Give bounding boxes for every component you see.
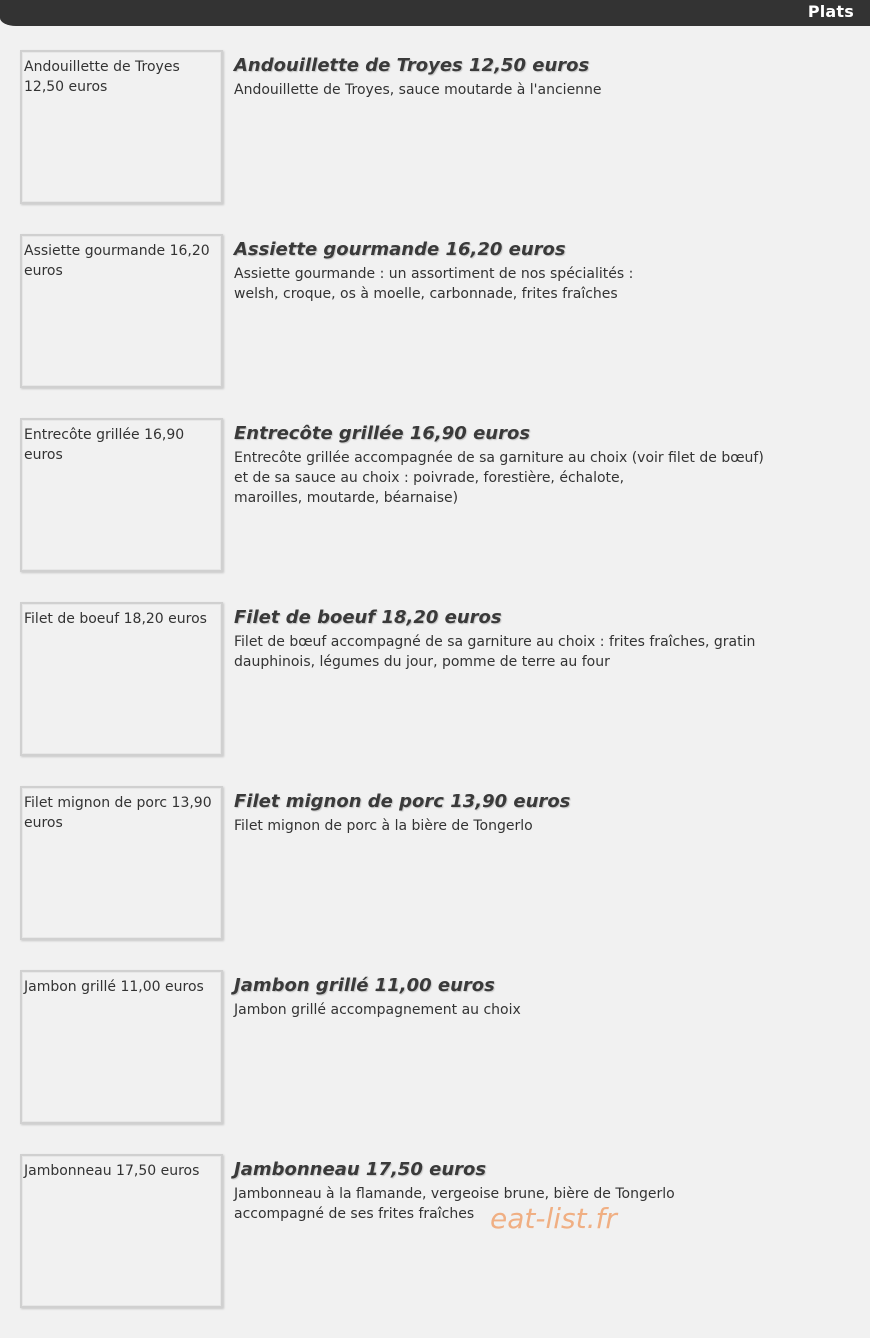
dish-image[interactable]: [20, 602, 223, 756]
dish-name: Assiette gourmande 16,20 euros: [234, 239, 566, 260]
dish-info: [234, 606, 830, 672]
dish-name: Filet mignon de porc 13,90 euros: [234, 791, 571, 812]
dish-image[interactable]: [20, 786, 223, 940]
dish-description: Andouillette de Troyes, sauce moutarde à l'ancienne: [234, 82, 602, 98]
dish-image-alt-text: Filet de boeuf 18,20 euros: [24, 611, 207, 627]
dish-item: [0, 234, 870, 418]
dish-item: [0, 50, 870, 234]
dish-image[interactable]: [20, 50, 223, 204]
dish-image[interactable]: [20, 418, 223, 572]
dish-name: Jambon grillé 11,00 euros: [234, 975, 495, 996]
watermark: eat-list.fr: [490, 1202, 617, 1235]
dish-list: [0, 50, 870, 1338]
dish-image[interactable]: [20, 234, 223, 388]
dish-info: [234, 790, 830, 836]
dish-image-alt-text: Filet mignon de porc 13,90 euros: [24, 795, 212, 831]
dish-item: [0, 970, 870, 1154]
category-title: Plats: [807, 2, 854, 21]
dish-description: Jambon grillé accompagnement au choix: [234, 1002, 521, 1018]
category-header: [0, 0, 870, 26]
dish-name: Entrecôte grillée 16,90 euros: [234, 423, 531, 444]
dish-item: [0, 418, 870, 602]
dish-description: Entrecôte grillée accompagnée de sa garniture au choix (voir filet de bœuf) et de sa sauce au choix : poivrade, forestière, échalote, maroilles, moutarde, béarnaise): [234, 450, 764, 506]
dish-info: [234, 422, 830, 508]
dish-item: [0, 1154, 870, 1338]
dish-description: Filet de bœuf accompagné de sa garniture au choix : frites fraîches, gratin dauphinois, légumes du jour, pomme de terre au four: [234, 634, 756, 670]
dish-image-alt-text: Assiette gourmande 16,20 euros: [24, 243, 210, 279]
dish-image-alt-text: Jambon grillé 11,00 euros: [24, 979, 204, 995]
dish-name: Andouillette de Troyes 12,50 euros: [234, 55, 590, 76]
dish-info: [234, 238, 830, 304]
dish-image-alt-text: Andouillette de Troyes 12,50 euros: [24, 59, 180, 95]
dish-info: [234, 54, 830, 100]
dish-image-alt-text: Jambonneau 17,50 euros: [24, 1163, 200, 1179]
dish-name: Jambonneau 17,50 euros: [234, 1159, 487, 1180]
dish-image-alt-text: Entrecôte grillée 16,90 euros: [24, 427, 185, 463]
dish-item: [0, 602, 870, 786]
dish-image[interactable]: [20, 970, 223, 1124]
dish-image[interactable]: [20, 1154, 223, 1308]
dish-description: Jambonneau à la flamande, vergeoise brune, bière de Tongerlo accompagné de ses frites fraîches: [234, 1186, 675, 1222]
dish-info: [234, 974, 830, 1020]
dish-description: Filet mignon de porc à la bière de Tongerlo: [234, 818, 533, 834]
dish-item: [0, 786, 870, 970]
dish-description: Assiette gourmande : un assortiment de nos spécialités : welsh, croque, os à moelle, carbonnade, frites fraîches: [234, 266, 634, 302]
dish-name: Filet de boeuf 18,20 euros: [234, 607, 502, 628]
